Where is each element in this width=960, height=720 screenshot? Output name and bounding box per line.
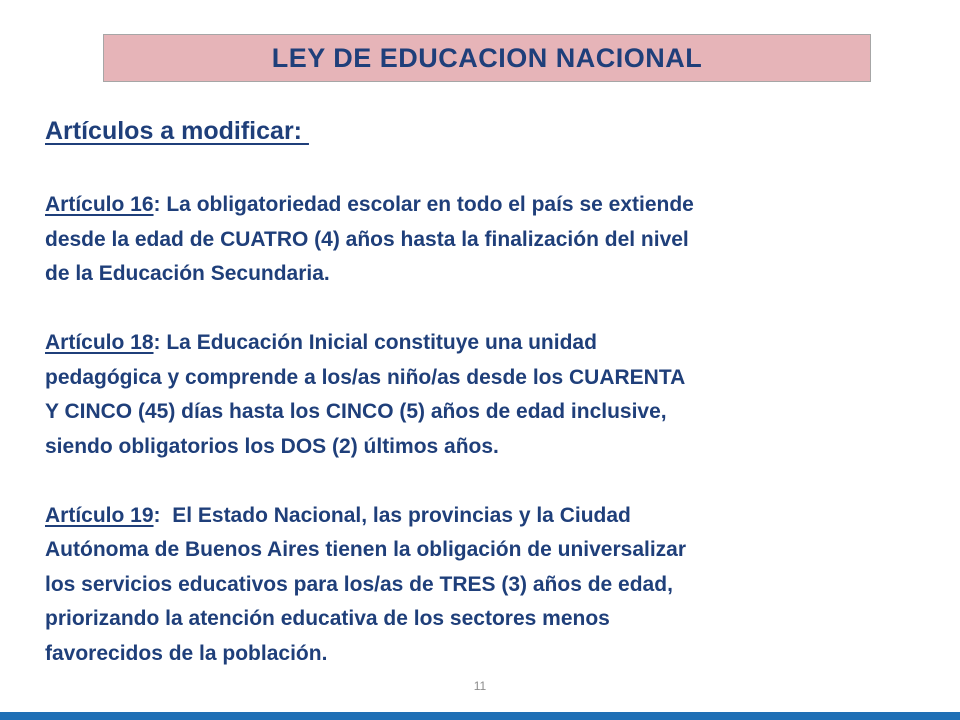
article-19-separator: :	[153, 503, 173, 527]
articles-list	[45, 188, 925, 706]
article-19	[45, 499, 925, 672]
slide-title: LEY DE EDUCACION NACIONAL	[271, 42, 703, 73]
article-19-label: Artículo 19	[45, 503, 154, 527]
article-16-separator: :	[153, 193, 167, 216]
article-18-label: Artículo 18	[45, 331, 154, 354]
article-19-text: El Estado Nacional, las provincias y la Ciudad Autónoma de Buenos Aires tienen la obligación de universalizar los servicios educativos para los/as de TRES (3) años de edad, priorizando la atención educativa de los sectores menos favorecidos de la población.	[45, 503, 687, 665]
title-banner	[103, 34, 871, 82]
article-18	[45, 326, 925, 464]
article-16-label: Artículo 16	[45, 193, 154, 216]
slide-subtitle: Artículos a modificar:	[45, 117, 309, 145]
page-number: 11	[473, 679, 487, 693]
article-16	[45, 188, 925, 292]
article-18-separator: :	[153, 331, 167, 354]
bottom-accent-bar	[0, 712, 960, 720]
article-16-text: La obligatoriedad escolar en todo el país se extiende desde la edad de CUATRO (4) años hasta la finalización del nivel de la Educación Secundaria.	[45, 193, 694, 285]
article-18-text: La Educación Inicial constituye una unidad pedagógica y comprende a los/as niño/as desde los CUARENTA Y CINCO (45) días hasta los CINCO (5) años de edad inclusive, siendo obligatorios los DOS (2) últimos años.	[45, 331, 686, 458]
